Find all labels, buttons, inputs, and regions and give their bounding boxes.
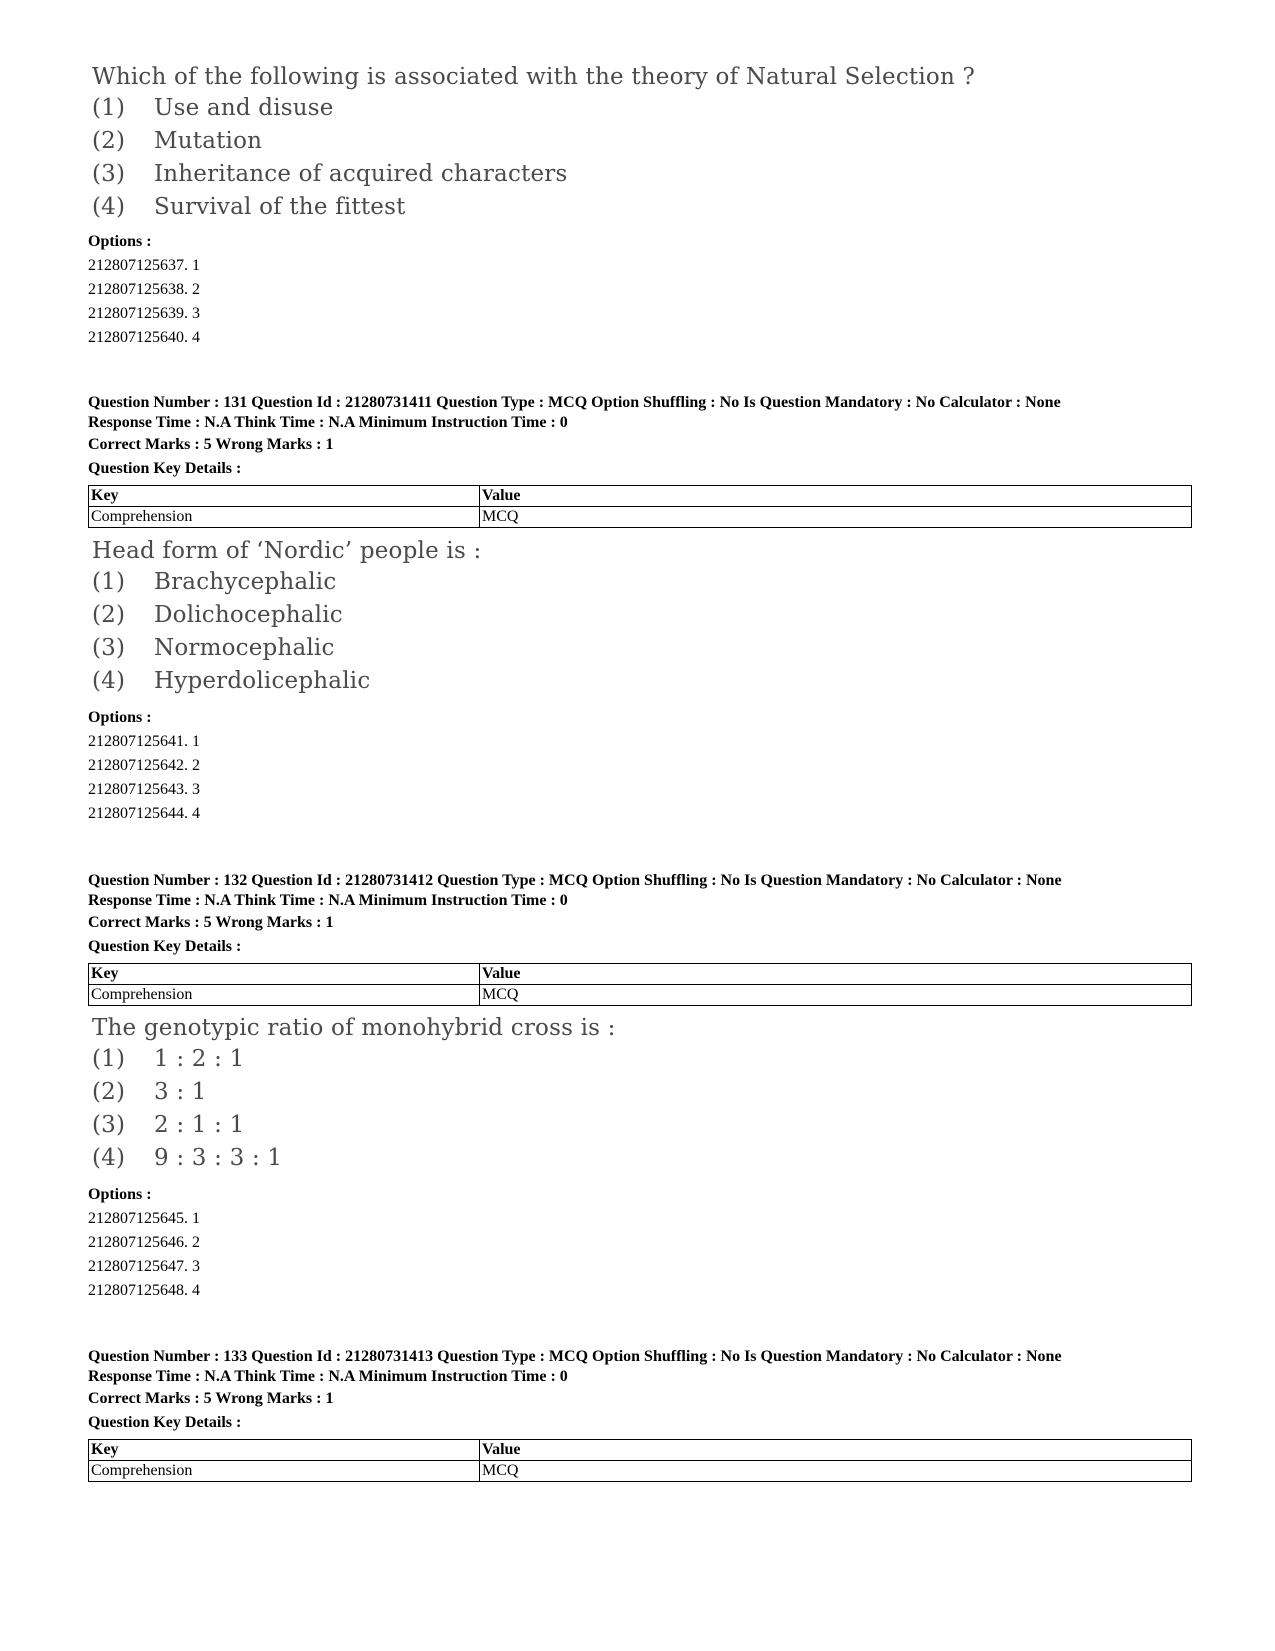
option-id: 212807125638. 2 xyxy=(88,281,200,298)
option-number: (1) xyxy=(92,569,126,595)
option-number: (2) xyxy=(92,1079,126,1105)
question-131-key-table xyxy=(88,485,1192,528)
option-text: 9 : 3 : 3 : 1 xyxy=(154,1145,283,1171)
table-cell-value: MCQ xyxy=(480,507,1192,528)
option-id: 212807125645. 1 xyxy=(88,1210,200,1227)
table-header-value: Value xyxy=(480,964,1192,985)
table-header-value: Value xyxy=(480,486,1192,507)
table-header-row xyxy=(89,1440,1192,1461)
question-option xyxy=(92,566,481,599)
table-header-row xyxy=(89,486,1192,507)
option-text: 3 : 1 xyxy=(154,1079,207,1105)
option-text: Dolichocephalic xyxy=(154,602,343,628)
question-option xyxy=(92,1109,616,1142)
option-text: Hyperdolicephalic xyxy=(154,668,371,694)
option-text: Normocephalic xyxy=(154,635,335,661)
question-130-options xyxy=(88,230,200,350)
table-cell-value: MCQ xyxy=(480,1461,1192,1482)
option-number: (1) xyxy=(92,95,126,121)
question-option xyxy=(92,92,975,125)
option-id: 212807125643. 3 xyxy=(88,781,200,798)
option-number: (4) xyxy=(92,668,126,694)
question-option xyxy=(92,191,975,224)
table-cell-key: Comprehension xyxy=(89,985,480,1006)
question-131-options xyxy=(88,706,200,826)
option-text: 2 : 1 : 1 xyxy=(154,1112,245,1138)
question-option xyxy=(92,158,975,191)
question-131-meta xyxy=(88,393,1061,481)
table-row xyxy=(89,507,1192,528)
option-id: 212807125642. 2 xyxy=(88,757,200,774)
table-cell-key: Comprehension xyxy=(89,1461,480,1482)
table-header-row xyxy=(89,964,1192,985)
question-stem: Head form of ‘Nordic’ people is : xyxy=(92,538,482,564)
question-meta-line1: Question Number : 133 Question Id : 21280731413 Question Type : MCQ Option Shuffling : No Is Question Mandatory : No Calculator : None xyxy=(88,1348,1062,1365)
option-text: Mutation xyxy=(154,128,263,154)
table-header-key: Key xyxy=(89,486,480,507)
question-key-details-title: Question Key Details : xyxy=(88,460,242,477)
option-id: 212807125646. 2 xyxy=(88,1234,200,1251)
options-title: Options : xyxy=(88,233,152,250)
options-title: Options : xyxy=(88,1186,152,1203)
option-number: (2) xyxy=(92,602,126,628)
table-header-key: Key xyxy=(89,1440,480,1461)
question-key-details-title: Question Key Details : xyxy=(88,938,242,955)
question-132-options xyxy=(88,1183,200,1303)
option-id: 212807125641. 1 xyxy=(88,733,200,750)
table-header-value: Value xyxy=(480,1440,1192,1461)
question-130-body xyxy=(92,62,975,224)
question-marks: Correct Marks : 5 Wrong Marks : 1 xyxy=(88,436,334,453)
question-stem: Which of the following is associated with the theory of Natural Selection ? xyxy=(92,64,976,90)
question-132-key-table xyxy=(88,963,1192,1006)
question-marks: Correct Marks : 5 Wrong Marks : 1 xyxy=(88,1390,334,1407)
option-number: (3) xyxy=(92,635,126,661)
question-132-body xyxy=(92,1013,616,1175)
question-option xyxy=(92,1142,616,1175)
option-id: 212807125644. 4 xyxy=(88,805,200,822)
option-text: Use and disuse xyxy=(154,95,334,121)
question-marks: Correct Marks : 5 Wrong Marks : 1 xyxy=(88,914,334,931)
option-number: (4) xyxy=(92,1145,126,1171)
table-row xyxy=(89,1461,1192,1482)
option-text: Survival of the fittest xyxy=(154,194,406,220)
option-number: (4) xyxy=(92,194,126,220)
table-row xyxy=(89,985,1192,1006)
option-text: Inheritance of acquired characters xyxy=(154,161,568,187)
question-option xyxy=(92,1076,616,1109)
option-text: 1 : 2 : 1 xyxy=(154,1046,245,1072)
table-header-key: Key xyxy=(89,964,480,985)
option-number: (1) xyxy=(92,1046,126,1072)
question-option xyxy=(92,665,481,698)
option-id: 212807125647. 3 xyxy=(88,1258,200,1275)
option-text: Brachycephalic xyxy=(154,569,337,595)
question-meta-line2: Response Time : N.A Think Time : N.A Minimum Instruction Time : 0 xyxy=(88,1368,568,1385)
question-option xyxy=(92,1043,616,1076)
question-133-key-table xyxy=(88,1439,1192,1482)
option-number: (2) xyxy=(92,128,126,154)
option-id: 212807125640. 4 xyxy=(88,329,200,346)
question-131-body xyxy=(92,536,481,698)
question-option xyxy=(92,632,481,665)
question-meta-line2: Response Time : N.A Think Time : N.A Minimum Instruction Time : 0 xyxy=(88,414,568,431)
question-meta-line1: Question Number : 131 Question Id : 21280731411 Question Type : MCQ Option Shuffling : No Is Question Mandatory : No Calculator : None xyxy=(88,394,1061,411)
question-meta-line2: Response Time : N.A Think Time : N.A Minimum Instruction Time : 0 xyxy=(88,892,568,909)
question-option xyxy=(92,125,975,158)
option-number: (3) xyxy=(92,161,126,187)
option-id: 212807125637. 1 xyxy=(88,257,200,274)
option-id: 212807125648. 4 xyxy=(88,1282,200,1299)
option-number: (3) xyxy=(92,1112,126,1138)
question-133-meta xyxy=(88,1347,1062,1435)
question-meta-line1: Question Number : 132 Question Id : 21280731412 Question Type : MCQ Option Shuffling : No Is Question Mandatory : No Calculator : None xyxy=(88,872,1062,889)
question-132-meta xyxy=(88,871,1062,959)
table-cell-key: Comprehension xyxy=(89,507,480,528)
table-cell-value: MCQ xyxy=(480,985,1192,1006)
question-option xyxy=(92,599,481,632)
option-id: 212807125639. 3 xyxy=(88,305,200,322)
question-key-details-title: Question Key Details : xyxy=(88,1414,242,1431)
options-title: Options : xyxy=(88,709,152,726)
question-stem: The genotypic ratio of monohybrid cross is : xyxy=(92,1015,616,1041)
